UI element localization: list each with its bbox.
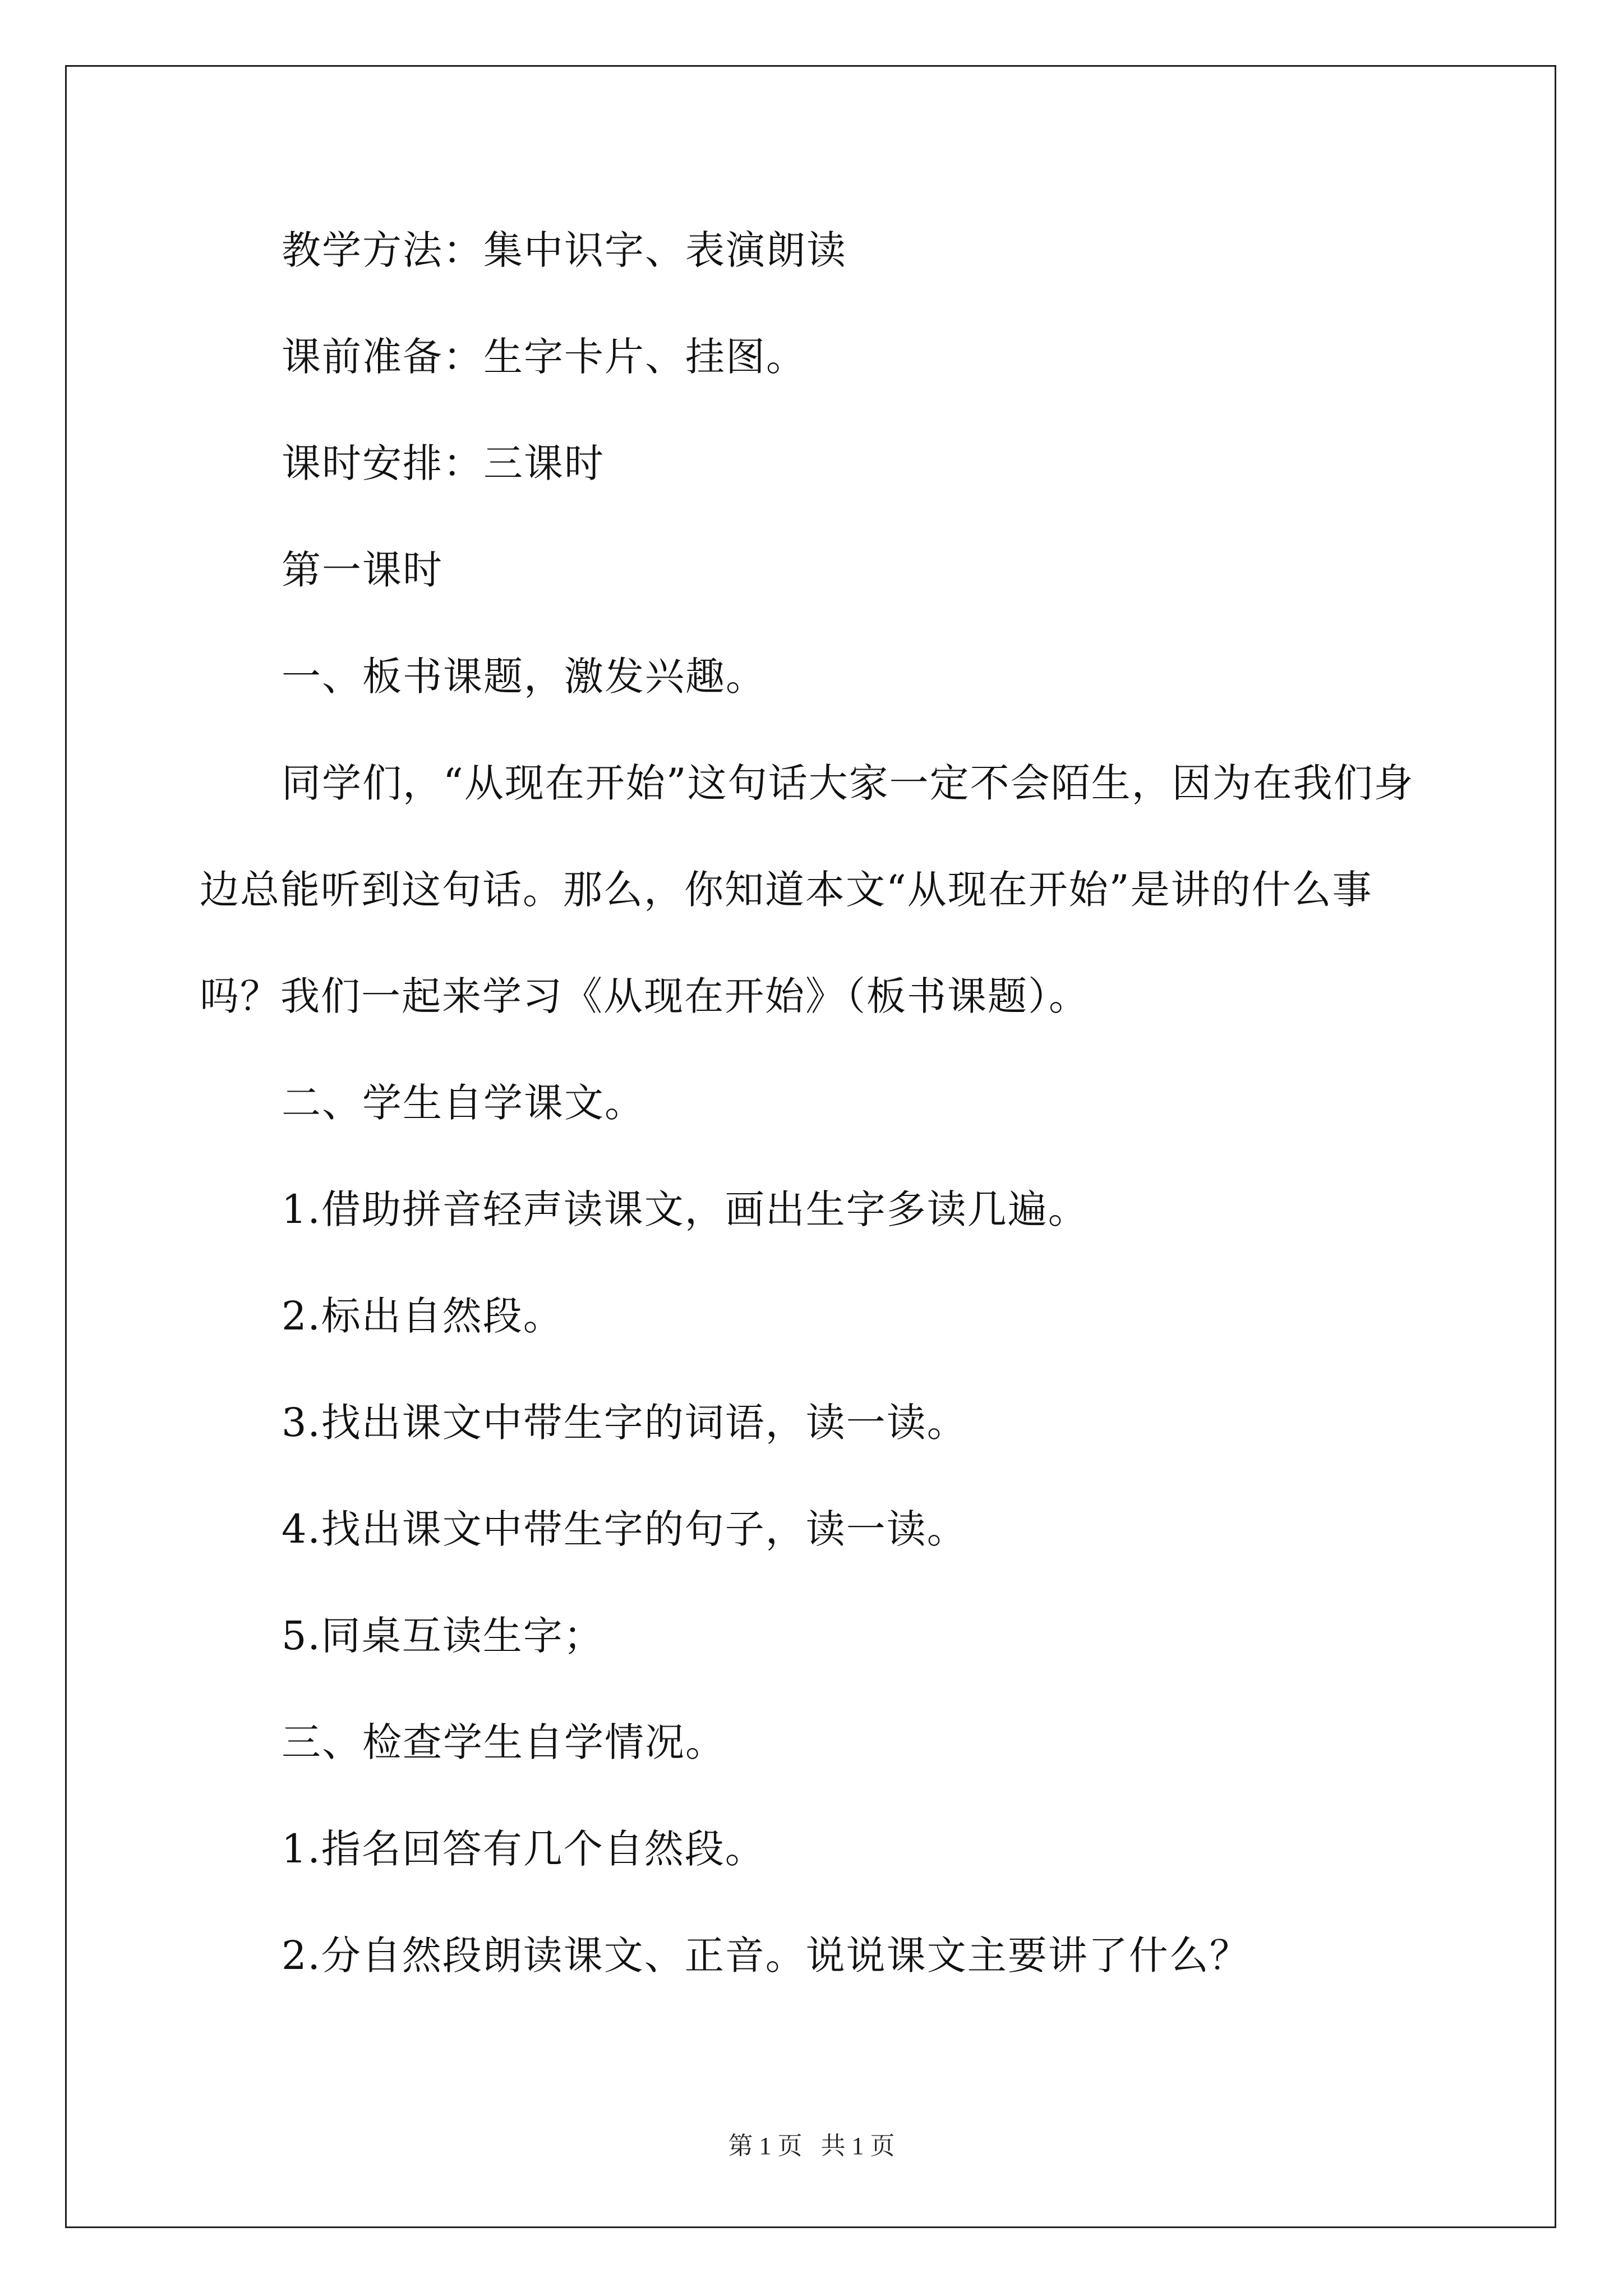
paragraph-intro [200, 730, 1422, 1050]
paragraph-teaching-method: 教学方法：集中识字、表演朗读 [282, 227, 847, 273]
paragraph-schedule: 课时安排：三课时 [282, 440, 605, 486]
page-number-footer: 第 1 页 共 1 页 [728, 2132, 895, 2160]
paragraph-lesson-heading: 第一课时 [282, 547, 443, 593]
list-item: 5.同桌互读生字； [282, 1613, 604, 1659]
paragraph-section-three: 三、检查学生自学情况。 [282, 1719, 726, 1765]
paragraph-section-one: 一、板书课题，激发兴趣。 [282, 654, 766, 700]
document-body [200, 222, 1422, 2034]
list-item: 4.找出课文中带生字的句子，读一读。 [282, 1506, 967, 1552]
list-item: 2.标出自然段。 [282, 1293, 564, 1339]
list-item: 1.指名回答有几个自然段。 [282, 1826, 766, 1872]
list-item: 2.分自然段朗读课文、正音。说说课文主要讲了什么？ [282, 1932, 1250, 1978]
paragraph-preparation: 课前准备：生字卡片、挂图。 [282, 334, 806, 380]
paragraph-section-two: 二、学生自学课文。 [282, 1080, 645, 1126]
paragraph-intro-text: 同学们，“从现在开始”这句话大家一定不会陌生，因为在我们身边总能听到这句话。那么，你知道本文“从现在开始”是讲的什么事吗？我们一起来学习《从现在开始》（板书课题）。 [200, 760, 1414, 1019]
list-item: 3.找出课文中带生字的词语，读一读。 [282, 1400, 967, 1446]
list-item: 1.借助拼音轻声读课文，画出生字多读几遍。 [282, 1186, 1089, 1232]
